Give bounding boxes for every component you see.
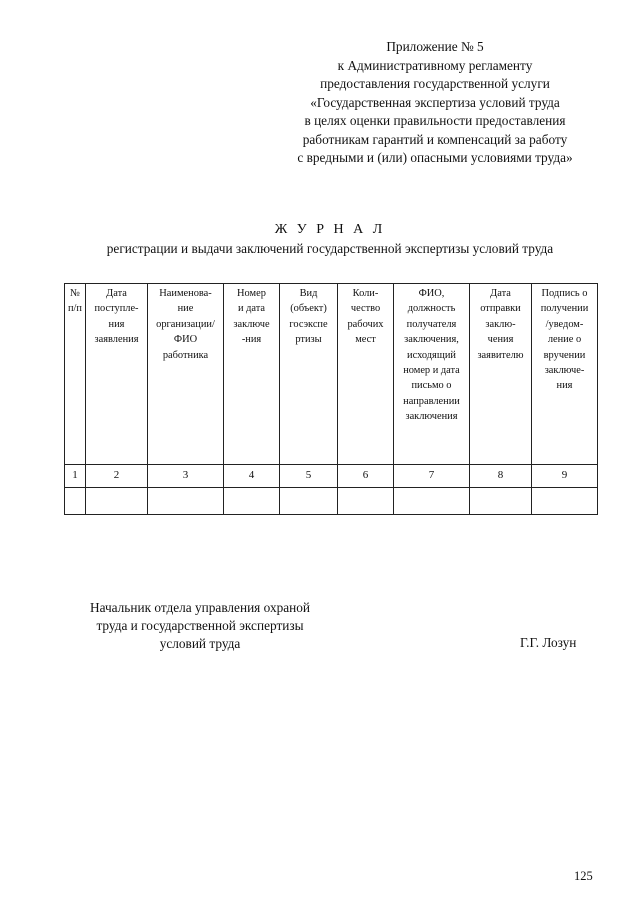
- signatory-position-line: труда и государственной экспертизы: [96, 618, 304, 633]
- empty-cell: [280, 488, 338, 515]
- appendix-line: к Административному регламенту: [337, 57, 533, 73]
- header-line: и дата: [237, 303, 266, 315]
- header-cell: [280, 284, 338, 465]
- header-line: заключе: [233, 318, 270, 330]
- empty-cell: [148, 488, 224, 515]
- header-line: /уведом-: [545, 318, 584, 330]
- header-line: заключения,: [404, 334, 459, 346]
- header-line: Наименова-: [159, 288, 212, 299]
- header-line: заключе-: [544, 365, 585, 377]
- header-line: направлении: [403, 395, 460, 407]
- header-cell: [86, 284, 148, 465]
- header-line: заявителю: [477, 349, 524, 361]
- column-number: 3: [148, 465, 224, 488]
- header-line: поступле-: [94, 303, 139, 315]
- header-line: ртизы: [295, 334, 322, 346]
- header-line: Номер: [237, 288, 266, 299]
- empty-cell: [394, 488, 470, 515]
- header-line: чество: [350, 303, 381, 315]
- header-line: организации/: [156, 318, 215, 330]
- header-cell: [148, 284, 224, 465]
- empty-cell: [86, 488, 148, 515]
- appendix-line: «Государственная экспертиза условий труда: [310, 94, 560, 110]
- header-line: заявления: [94, 334, 139, 346]
- empty-entry-row: [65, 488, 598, 515]
- header-cell: [470, 284, 532, 465]
- header-line: Вид: [299, 288, 318, 299]
- column-number: 5: [280, 465, 338, 488]
- header-line: №: [70, 288, 80, 299]
- appendix-header: [270, 38, 600, 168]
- appendix-line: с вредными и (или) опасными условиями труда»: [297, 150, 573, 165]
- header-line: -ния: [241, 334, 262, 346]
- empty-cell: [224, 488, 280, 515]
- empty-cell: [338, 488, 394, 515]
- header-line: получателя: [406, 318, 457, 330]
- page-number: 125: [574, 869, 593, 883]
- header-line: заключения: [405, 411, 458, 423]
- header-cell: [65, 284, 86, 465]
- appendix-line: Приложение № 5: [386, 39, 484, 54]
- signatory-name: Г.Г. Лозун: [520, 635, 577, 650]
- column-number: 6: [338, 465, 394, 488]
- header-line: заклю-: [485, 318, 516, 330]
- header-cell: [338, 284, 394, 465]
- journal-subtitle: регистрации и выдачи заключений государственной экспертизы условий труда: [106, 241, 554, 256]
- journal-title: Ж У Р Н А Л: [274, 222, 386, 237]
- header-line: вручении: [543, 349, 586, 361]
- header-line: Дата: [490, 288, 511, 299]
- header-line: ния: [556, 380, 573, 392]
- signatory-position: [62, 599, 338, 653]
- empty-cell: [65, 488, 86, 515]
- header-line: ФИО,: [418, 288, 445, 299]
- column-number-row: [65, 465, 598, 488]
- header-line: рабочих: [347, 318, 384, 330]
- column-number: 8: [470, 465, 532, 488]
- header-line: исходящий: [407, 349, 456, 361]
- header-line: чения: [487, 334, 514, 346]
- header-line: госэкспе: [289, 318, 328, 330]
- header-row: [65, 284, 598, 465]
- header-line: должность: [407, 303, 456, 315]
- header-cell: [224, 284, 280, 465]
- header-line: получении: [540, 303, 589, 315]
- column-number: 9: [532, 465, 598, 488]
- header-cell: [394, 284, 470, 465]
- appendix-line: предоставления государственной услуги: [320, 76, 550, 91]
- header-line: ление о: [547, 334, 582, 346]
- column-number: 7: [394, 465, 470, 488]
- signatory-position-line: условий труда: [159, 636, 241, 651]
- header-line: п/п: [67, 303, 82, 315]
- header-line: письмо о: [411, 380, 452, 392]
- header-line: ние: [177, 303, 194, 315]
- header-line: Дата: [106, 288, 127, 299]
- header-line: номер и дата: [403, 365, 460, 377]
- header-line: (объект): [290, 303, 327, 315]
- appendix-line: работникам гарантий и компенсаций за работу: [302, 131, 568, 147]
- signatory-position-line: Начальник отдела управления охраной: [89, 600, 311, 615]
- column-number: 1: [65, 465, 86, 488]
- empty-cell: [470, 488, 532, 515]
- header-line: Подпись о: [541, 288, 588, 299]
- header-line: работника: [162, 349, 209, 361]
- header-line: отправки: [480, 303, 521, 315]
- column-number: 4: [224, 465, 280, 488]
- header-line: ния: [108, 318, 125, 330]
- column-number: 2: [86, 465, 148, 488]
- header-line: Коли-: [352, 288, 379, 299]
- header-cell: [532, 284, 598, 465]
- journal-table: [64, 283, 598, 515]
- empty-cell: [532, 488, 598, 515]
- header-line: ФИО: [173, 334, 198, 346]
- header-line: мест: [355, 334, 376, 346]
- appendix-line: в целях оценки правильности предоставления: [304, 113, 566, 128]
